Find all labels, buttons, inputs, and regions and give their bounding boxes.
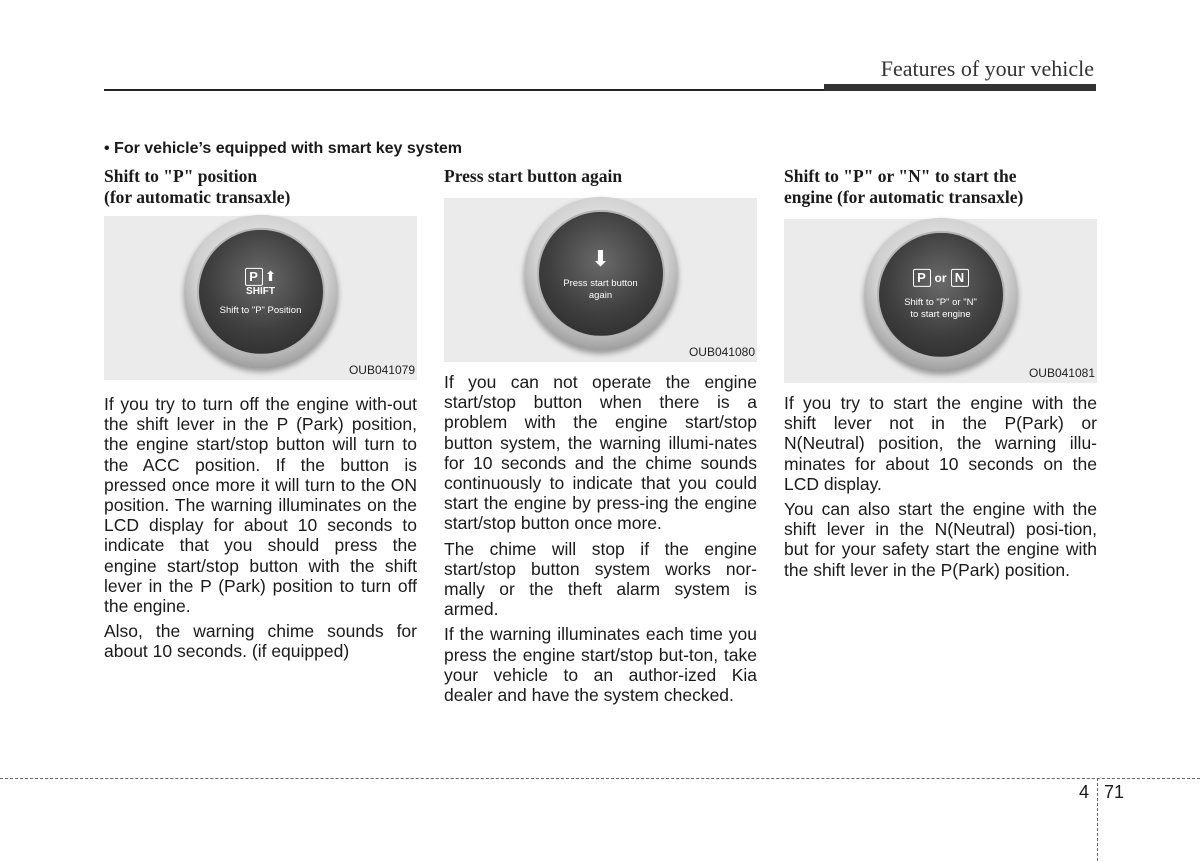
shift-label: SHIFT <box>246 285 275 297</box>
section-heading <box>104 166 417 208</box>
n-box: N <box>951 269 969 287</box>
button-face <box>197 228 325 356</box>
header-rule-accent <box>824 84 1096 91</box>
header-rule <box>104 89 826 91</box>
park-shift-icon <box>245 267 277 285</box>
page-number: 71 <box>1104 782 1125 802</box>
paragraph: If you try to start the engine with the shift lever not in the P(Park) or N(Neutral) position, the warning illu-minates for about 10 seconds on the LCD display. <box>784 393 1097 494</box>
page-header-title: Features of your vehicle <box>880 56 1094 81</box>
paragraph: The chime will stop if the engine start/stop button system works nor-mally or the theft alarm system is armed. <box>444 538 757 620</box>
button-face <box>877 231 1005 359</box>
section-heading <box>784 166 1097 208</box>
p-or-n-icon <box>913 269 969 287</box>
footer-divider <box>0 778 1200 779</box>
section-heading <box>444 166 757 187</box>
intro-bullet: • For vehicle’s equipped with smart key system <box>104 140 463 157</box>
button-message: Shift to "P" Position <box>219 304 302 316</box>
press-finger-icon: ⬇ <box>591 245 610 271</box>
paragraph: Also, the warning chime sounds for about 10 seconds. (if equipped) <box>104 621 417 662</box>
up-arrow-icon: ⬆ <box>264 267 277 284</box>
column-shift-p-or-n <box>784 166 1097 585</box>
heading-line: Shift to "P" or "N" to start the <box>784 166 1017 186</box>
start-button-image <box>524 197 678 351</box>
paragraph: If you can not operate the engine start/stop button when there is a problem with the engine start/stop button system, the warning illumi-nates for 10 seconds and the chime sounds continuously to indicate that you could start the engine by press-ing the engine start/stop button once more. <box>444 372 757 534</box>
heading-line: Shift to "P" position <box>104 166 258 186</box>
button-message: to start engine <box>910 308 971 320</box>
p-box: P <box>913 269 931 287</box>
paragraph: If the warning illuminates each time you press the engine start/stop but-ton, take your vehicle to an author-ized Kia dealer and have the system checked. <box>444 624 757 706</box>
figure-code: OUB041079 <box>348 363 415 377</box>
heading-line: Press start button again <box>444 166 623 186</box>
chapter-number: 4 <box>1079 782 1090 802</box>
button-message: Shift to "P" or "N" <box>904 296 977 308</box>
column-press-start-again <box>444 166 757 710</box>
p-box: P <box>245 267 263 285</box>
heading-line: engine (for automatic transaxle) <box>784 187 1024 207</box>
button-face <box>537 210 665 338</box>
button-message: again <box>588 289 613 301</box>
start-button-image <box>864 218 1018 372</box>
column-shift-to-p <box>104 166 417 667</box>
paragraph: If you try to turn off the engine with-out the shift lever in the P (Park) position, the engine start/stop button will turn to the ACC position. If the button is pressed once more it will turn to the ON position. The warning illuminates on the LCD display for about 10 seconds to indicate that you should press the engine start/stop button with the shift lever in the P (Park) position to turn off the engine. <box>104 394 417 617</box>
figure-press-start <box>444 198 757 362</box>
button-message: Press start button <box>563 277 638 289</box>
or-label: or <box>934 270 947 285</box>
figure-code: OUB041080 <box>688 345 755 359</box>
paragraph: You can also start the engine with the shift lever in the N(Neutral) posi-tion, but for your safety start the engine with the shift lever in the P(Park) position. <box>784 499 1097 580</box>
footer-vertical-divider <box>1097 778 1098 861</box>
heading-line: (for automatic transaxle) <box>104 187 291 207</box>
start-button-image <box>184 215 338 369</box>
figure-shift-p-or-n <box>784 219 1097 383</box>
figure-shift-to-p <box>104 216 417 380</box>
figure-code: OUB041081 <box>1028 366 1095 380</box>
